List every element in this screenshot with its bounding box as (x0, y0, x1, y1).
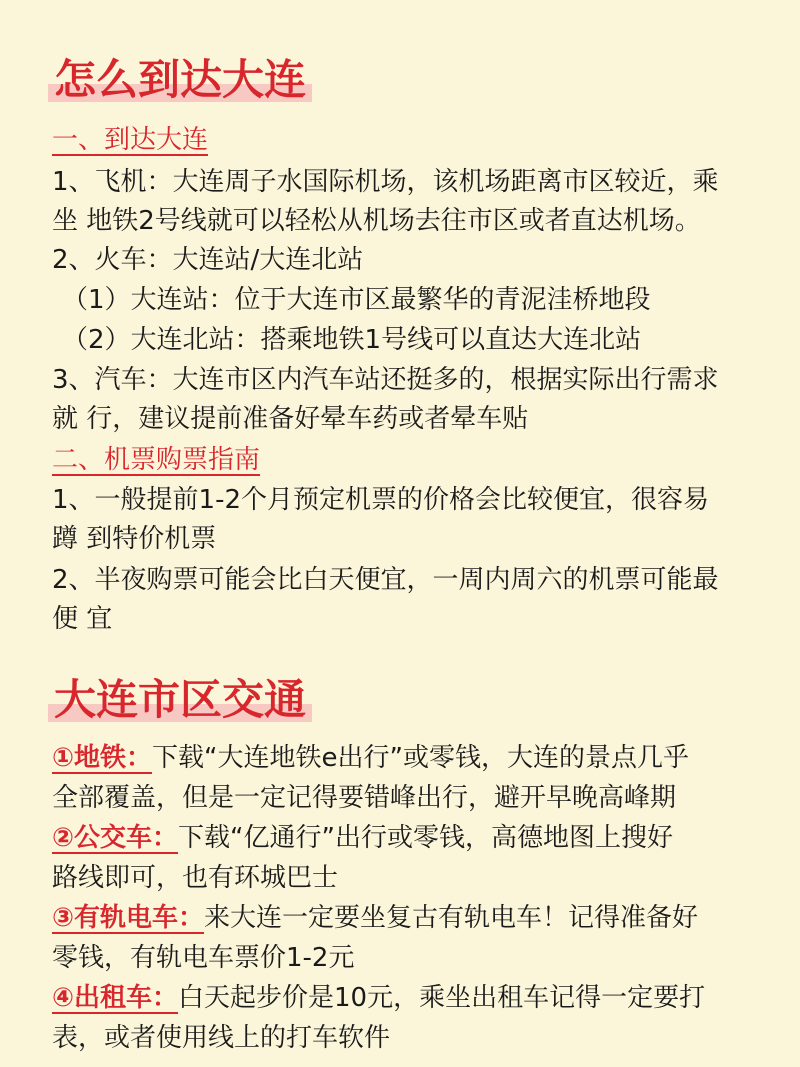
taxi-label: ④出租车： (52, 983, 179, 1013)
bus-text-2: 路线即可，也有环城巴士 (52, 863, 339, 893)
subheading-arrive: 一、到达大连 (52, 125, 209, 155)
metro-text-1: 下载“大连地铁e出行”或零钱，大连的景点几乎 (152, 743, 689, 773)
train-dalian-station: （1）大连站：位于大连市区最繁华的青泥洼桥地段 (62, 285, 651, 315)
taxi-item-line-1 (52, 978, 705, 1018)
metro-label: ①地铁： (52, 743, 153, 773)
section-title-city-transport: 大连市区交通 (48, 674, 312, 726)
bus-item-line-1 (52, 818, 673, 858)
subheading-ticket-guide: 二、机票购票指南 (52, 445, 261, 475)
tram-text-1: 来大连一定要坐复古有轨电车！记得准备好 (204, 903, 699, 933)
tram-item-line-1 (52, 898, 698, 938)
train-line: 2、火车：大连站/大连北站 (52, 245, 364, 275)
ticket-tip-2-line-2: 便 宜 (52, 604, 113, 634)
metro-line-1 (52, 738, 689, 778)
ticket-tip-1-line-2: 蹲 到特价机票 (52, 524, 217, 554)
tram-text-2: 零钱，有轨电车票价1-2元 (52, 943, 355, 973)
metro-text-2: 全部覆盖，但是一定记得要错峰出行，避开早晚高峰期 (52, 783, 677, 813)
flight-line-1: 1、飞机：大连周子水国际机场，该机场距离市区较近，乘 (52, 167, 719, 197)
tram-label: ③有轨电车： (52, 903, 205, 933)
section-title-how-to-reach: 怎么到达大连 (48, 54, 312, 106)
ticket-tip-1-line-1: 1、一般提前1-2个月预定机票的价格会比较便宜，很容易 (52, 485, 710, 515)
bus-line-2: 就 行，建议提前准备好晕车药或者晕车贴 (52, 404, 529, 434)
train-dalian-north-station: （2）大连北站：搭乘地铁1号线可以直达大连北站 (62, 325, 642, 355)
flight-line-2: 坐 地铁2号线就可以轻松从机场去往市区或者直达机场。 (52, 206, 701, 236)
bus-label: ②公交车： (52, 823, 179, 853)
bus-text-1: 下载“亿通行”出行或零钱，高德地图上搜好 (178, 823, 673, 853)
ticket-tip-2-line-1: 2、半夜购票可能会比白天便宜，一周内周六的机票可能最 (52, 565, 719, 595)
bus-line-1: 3、汽车：大连市区内汽车站还挺多的，根据实际出行需求 (52, 365, 719, 395)
taxi-text-1: 白天起步价是10元，乘坐出租车记得一定要打 (178, 983, 706, 1013)
taxi-text-2: 表，或者使用线上的打车软件 (52, 1023, 391, 1053)
